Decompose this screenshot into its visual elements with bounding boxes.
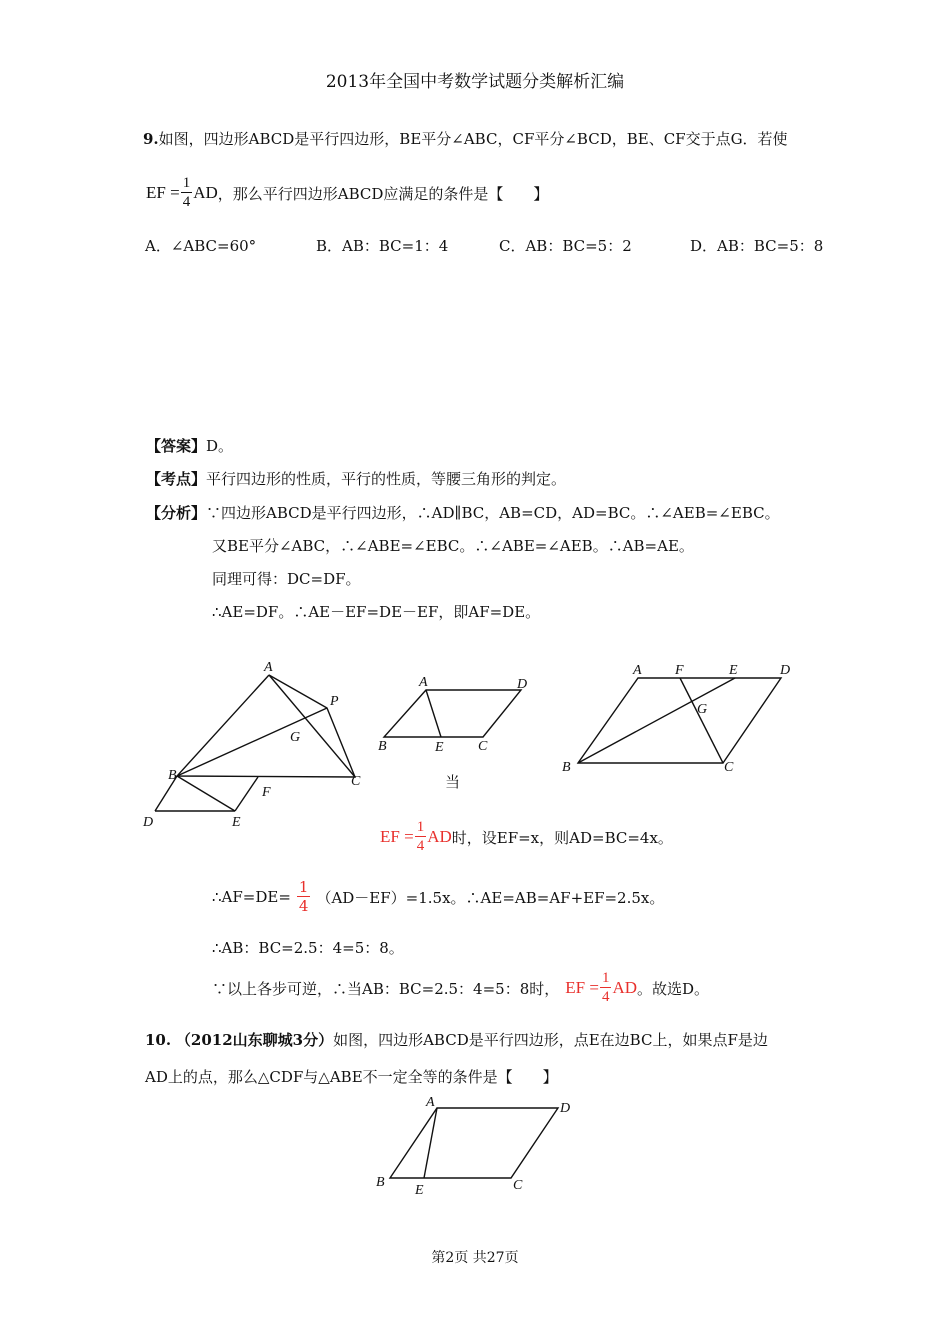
page-header: 2013年全国中考数学试题分类解析汇编 bbox=[325, 72, 625, 92]
analysis-line8-pre: ∵以上各步可逆，∴当AB：BC=2.5：4=5：8时， bbox=[212, 979, 560, 998]
fig2-ae bbox=[426, 690, 441, 737]
question-10-text: 如图，四边形ABCD是平行四边形，点E在边BC上，如果点F是边 bbox=[333, 1031, 768, 1049]
fig3-label-d: D bbox=[780, 663, 791, 678]
analysis-line6 bbox=[212, 880, 664, 914]
fig1-label-f: F bbox=[262, 785, 271, 800]
eq-left-red-2: EF = bbox=[565, 978, 599, 997]
page-footer: 第2页 共27页 bbox=[431, 1250, 519, 1266]
analysis-label: 【分析】 bbox=[146, 504, 207, 522]
question-10-line2: AD上的点，那么△CDF与△ABE不一定全等的条件是【 】 bbox=[145, 1068, 558, 1086]
fig4-label-a: A bbox=[426, 1095, 435, 1110]
fig3-label-b: B bbox=[562, 760, 571, 775]
eq-right-red-2: AD bbox=[612, 978, 638, 997]
frac-num-red-2: 1 bbox=[601, 970, 610, 986]
fig3-label-e: E bbox=[729, 663, 738, 678]
fig4-parallelogram bbox=[390, 1108, 558, 1178]
frac-num: 1 bbox=[182, 175, 191, 191]
fig3-cf bbox=[680, 678, 723, 763]
fig1-label-b: B bbox=[168, 768, 177, 783]
analysis-line8 bbox=[212, 971, 709, 1005]
answer-text: D。 bbox=[206, 437, 234, 455]
option-d: D．AB：BC=5：8 bbox=[690, 237, 824, 255]
frac-den-red-2: 4 bbox=[601, 989, 610, 1005]
analysis-line2: 又BE平分∠ABC，∴∠ABE=∠EBC。∴∠ABE=∠AEB。∴AB=AE。 bbox=[212, 537, 694, 555]
question-9-line1 bbox=[143, 128, 788, 149]
analysis-line1 bbox=[146, 502, 780, 523]
frac-den: 4 bbox=[182, 194, 191, 210]
condition-equation-red bbox=[380, 820, 452, 854]
analysis-dang: 当 bbox=[445, 773, 461, 791]
fig1-label-p: P bbox=[330, 694, 339, 709]
eq-left-red: EF = bbox=[380, 827, 414, 846]
fig1-label-d: D bbox=[143, 815, 154, 830]
condition-equation bbox=[146, 176, 218, 210]
fig3-label-f: F bbox=[675, 663, 684, 678]
question-number: 9. bbox=[143, 130, 159, 148]
fig2-label-e: E bbox=[435, 740, 444, 755]
fig1-label-g: G bbox=[290, 730, 301, 745]
fig1-ac bbox=[269, 675, 355, 777]
fig1-label-a: A bbox=[264, 660, 273, 675]
fig2-parallelogram bbox=[384, 690, 521, 737]
fig3-label-a: A bbox=[633, 663, 642, 678]
fraction-red-2 bbox=[600, 971, 612, 1005]
question-text: 如图，四边形ABCD是平行四边形，BE平分∠ABC，CF平分∠BCD，BE、CF交于点G．若使 bbox=[158, 130, 788, 148]
fig1-bp bbox=[177, 708, 327, 776]
fig1-be bbox=[177, 776, 235, 811]
analysis-text: ∵四边形ABCD是平行四边形，∴AD∥BC，AB=CD，AD=BC。∴∠AEB=∠EBC。 bbox=[206, 504, 780, 522]
analysis-line5 bbox=[380, 820, 673, 854]
fig1-label-c: C bbox=[351, 774, 361, 789]
figure-triangle bbox=[140, 655, 370, 835]
fig2-label-a: A bbox=[419, 675, 428, 690]
fig1-outline bbox=[177, 675, 355, 777]
fig4-label-d: D bbox=[560, 1101, 571, 1116]
fraction bbox=[181, 176, 193, 210]
option-b: B．AB：BC=1：4 bbox=[316, 237, 449, 255]
fig3-label-c: C bbox=[724, 760, 734, 775]
analysis-line6-pre: ∴AF=DE= bbox=[212, 888, 291, 906]
frac-num-q: 1 bbox=[298, 878, 309, 896]
question-10-line1 bbox=[145, 1029, 768, 1050]
figure-parallelogram-g bbox=[556, 655, 806, 780]
eq-left: EF = bbox=[146, 183, 180, 202]
kaodian-line bbox=[146, 468, 566, 489]
question-10-source: （2012山东聊城3分） bbox=[175, 1031, 334, 1049]
eq-right: AD bbox=[193, 183, 218, 202]
kaodian-label: 【考点】 bbox=[146, 470, 207, 488]
question-text-cont: ，那么平行四边形ABCD应满足的条件是【 】 bbox=[217, 184, 549, 203]
fig1-label-e: E bbox=[232, 815, 241, 830]
figure-parallelogram-q10 bbox=[370, 1090, 590, 1200]
analysis-line7: ∴AB：BC=2.5：4=5：8。 bbox=[212, 939, 404, 957]
fig3-be bbox=[578, 678, 735, 763]
fig2-label-d: D bbox=[517, 677, 528, 692]
condition-equation-red-2 bbox=[565, 971, 637, 1005]
fig2-label-b: B bbox=[378, 739, 387, 754]
option-c: C．AB：BC=5：2 bbox=[499, 237, 632, 255]
analysis-line8-post: 。故选D。 bbox=[637, 979, 710, 998]
analysis-line4: ∴AE=DF。∴AE－EF=DE－EF，即AF=DE。 bbox=[212, 603, 541, 621]
fig4-label-b: B bbox=[376, 1175, 385, 1190]
kaodian-text: 平行四边形的性质，平行的性质，等腰三角形的判定。 bbox=[206, 470, 567, 488]
question-9-line2 bbox=[146, 176, 548, 210]
fraction-quarter-red bbox=[297, 880, 311, 914]
answer-line bbox=[146, 435, 233, 456]
eq-right-red: AD bbox=[427, 827, 452, 846]
analysis-line6-post: （AD－EF）=1.5x。∴AE=AB=AF+EF=2.5x。 bbox=[316, 888, 665, 907]
frac-den-q: 4 bbox=[298, 897, 309, 915]
fraction-red bbox=[415, 820, 427, 854]
fig3-label-g: G bbox=[697, 702, 708, 717]
frac-num-red: 1 bbox=[416, 819, 425, 835]
answer-label: 【答案】 bbox=[146, 437, 207, 455]
option-a: A．∠ABC=60° bbox=[145, 237, 257, 255]
fig2-label-c: C bbox=[478, 739, 488, 754]
fig4-label-e: E bbox=[415, 1183, 424, 1198]
frac-den-red: 4 bbox=[416, 838, 425, 854]
figure-parallelogram-small bbox=[372, 670, 542, 760]
fig1-ef bbox=[235, 777, 258, 811]
analysis-line3: 同理可得：DC=DF。 bbox=[212, 570, 361, 588]
question-10-number: 10. bbox=[145, 1031, 172, 1049]
fig4-label-c: C bbox=[513, 1178, 523, 1193]
analysis-line5-text: 时，设EF=x，则AD=BC=4x。 bbox=[451, 828, 673, 847]
fig3-parallelogram bbox=[578, 678, 781, 763]
